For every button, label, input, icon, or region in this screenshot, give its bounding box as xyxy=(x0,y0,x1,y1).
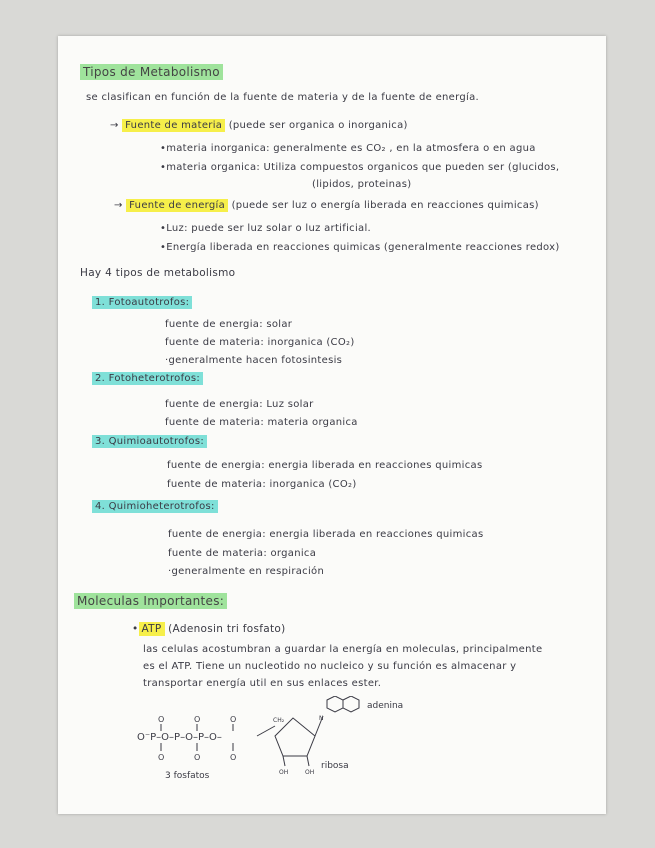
intro-text: se clasifican en función de la fuente de materia y de la fuente de energía. xyxy=(86,92,479,103)
type-1-line-1: fuente de energia: solar xyxy=(165,319,293,330)
svg-text:CH₂: CH₂ xyxy=(273,717,285,724)
svg-text:O⁻P–O–P–O–P–O–: O⁻P–O–P–O–P–O– xyxy=(137,732,222,743)
type-3-line-1: fuente de energia: energia liberada en reacciones quimicas xyxy=(167,460,483,471)
materia-bullet-2: •materia organica: Utiliza compuestos organicos que pueden ser (glucidos, xyxy=(160,162,560,173)
types-intro: Hay 4 tipos de metabolismo xyxy=(80,267,236,279)
svg-text:OH: OH xyxy=(279,769,289,776)
type-4-name: 4. Quimioheterotrofos: xyxy=(92,502,218,512)
svg-text:O: O xyxy=(230,753,237,762)
molecules-heading: Moleculas Importantes: xyxy=(74,595,227,607)
materia-bullet-2-cont: (lipidos, proteinas) xyxy=(312,179,412,190)
type-2-line-1: fuente de energia: Luz solar xyxy=(165,399,314,410)
type-4-line-1: fuente de energia: energia liberada en reacciones quimicas xyxy=(168,529,484,540)
type-4-line-3: ·generalmente en respiración xyxy=(168,566,325,577)
svg-text:N: N xyxy=(319,715,324,722)
svg-text:O: O xyxy=(230,715,237,724)
type-4-line-2: fuente de materia: organica xyxy=(168,548,317,559)
energia-bullet-1: •Luz: puede ser luz solar o luz artificial. xyxy=(160,223,372,234)
atp-desc-3: transportar energía util en sus enlaces ester. xyxy=(143,678,382,689)
arrow-icon: → xyxy=(110,120,119,131)
ribose-label: ribosa xyxy=(321,761,349,771)
svg-text:O: O xyxy=(194,753,201,762)
phosphates-label: 3 fosfatos xyxy=(165,771,210,781)
energia-heading: → Fuente de energía (puede ser luz o energía liberada en reacciones quimicas) xyxy=(114,200,539,211)
atp-desc-1: las celulas acostumbran a guardar la energía en moleculas, principalmente xyxy=(143,644,543,655)
type-3-name: 3. Quimioautotrofos: xyxy=(92,437,207,447)
page-title: Tipos de Metabolismo xyxy=(80,66,223,78)
arrow-icon: → xyxy=(114,200,123,211)
atp-heading: • ATP (Adenosin tri fosfato) xyxy=(132,623,286,635)
svg-text:O: O xyxy=(158,715,165,724)
svg-text:O: O xyxy=(194,715,201,724)
materia-bullet-1: •materia inorganica: generalmente es CO₂ , en la atmosfera o en agua xyxy=(160,143,536,154)
type-1-name: 1. Fotoautotrofos: xyxy=(92,298,192,308)
type-1-line-2: fuente de materia: inorganica (CO₂) xyxy=(165,337,355,348)
atp-desc-2: es el ATP. Tiene un nucleotido no nucleico y su función es almacenar y xyxy=(143,661,517,672)
energia-bullet-2: •Energía liberada en reacciones quimicas (generalmente reacciones redox) xyxy=(160,242,560,253)
type-1-line-3: ·generalmente hacen fotosintesis xyxy=(165,355,343,366)
type-2-name: 2. Fotoheterotrofos: xyxy=(92,374,203,384)
type-2-line-2: fuente de materia: materia organica xyxy=(165,417,358,428)
type-3-line-2: fuente de materia: inorganica (CO₂) xyxy=(167,479,357,490)
adenine-label: adenina xyxy=(367,701,404,711)
materia-heading: → Fuente de materia (puede ser organica o inorganica) xyxy=(110,120,408,131)
svg-text:OH: OH xyxy=(305,769,315,776)
atp-structure-diagram xyxy=(135,696,425,786)
svg-text:O: O xyxy=(158,753,165,762)
